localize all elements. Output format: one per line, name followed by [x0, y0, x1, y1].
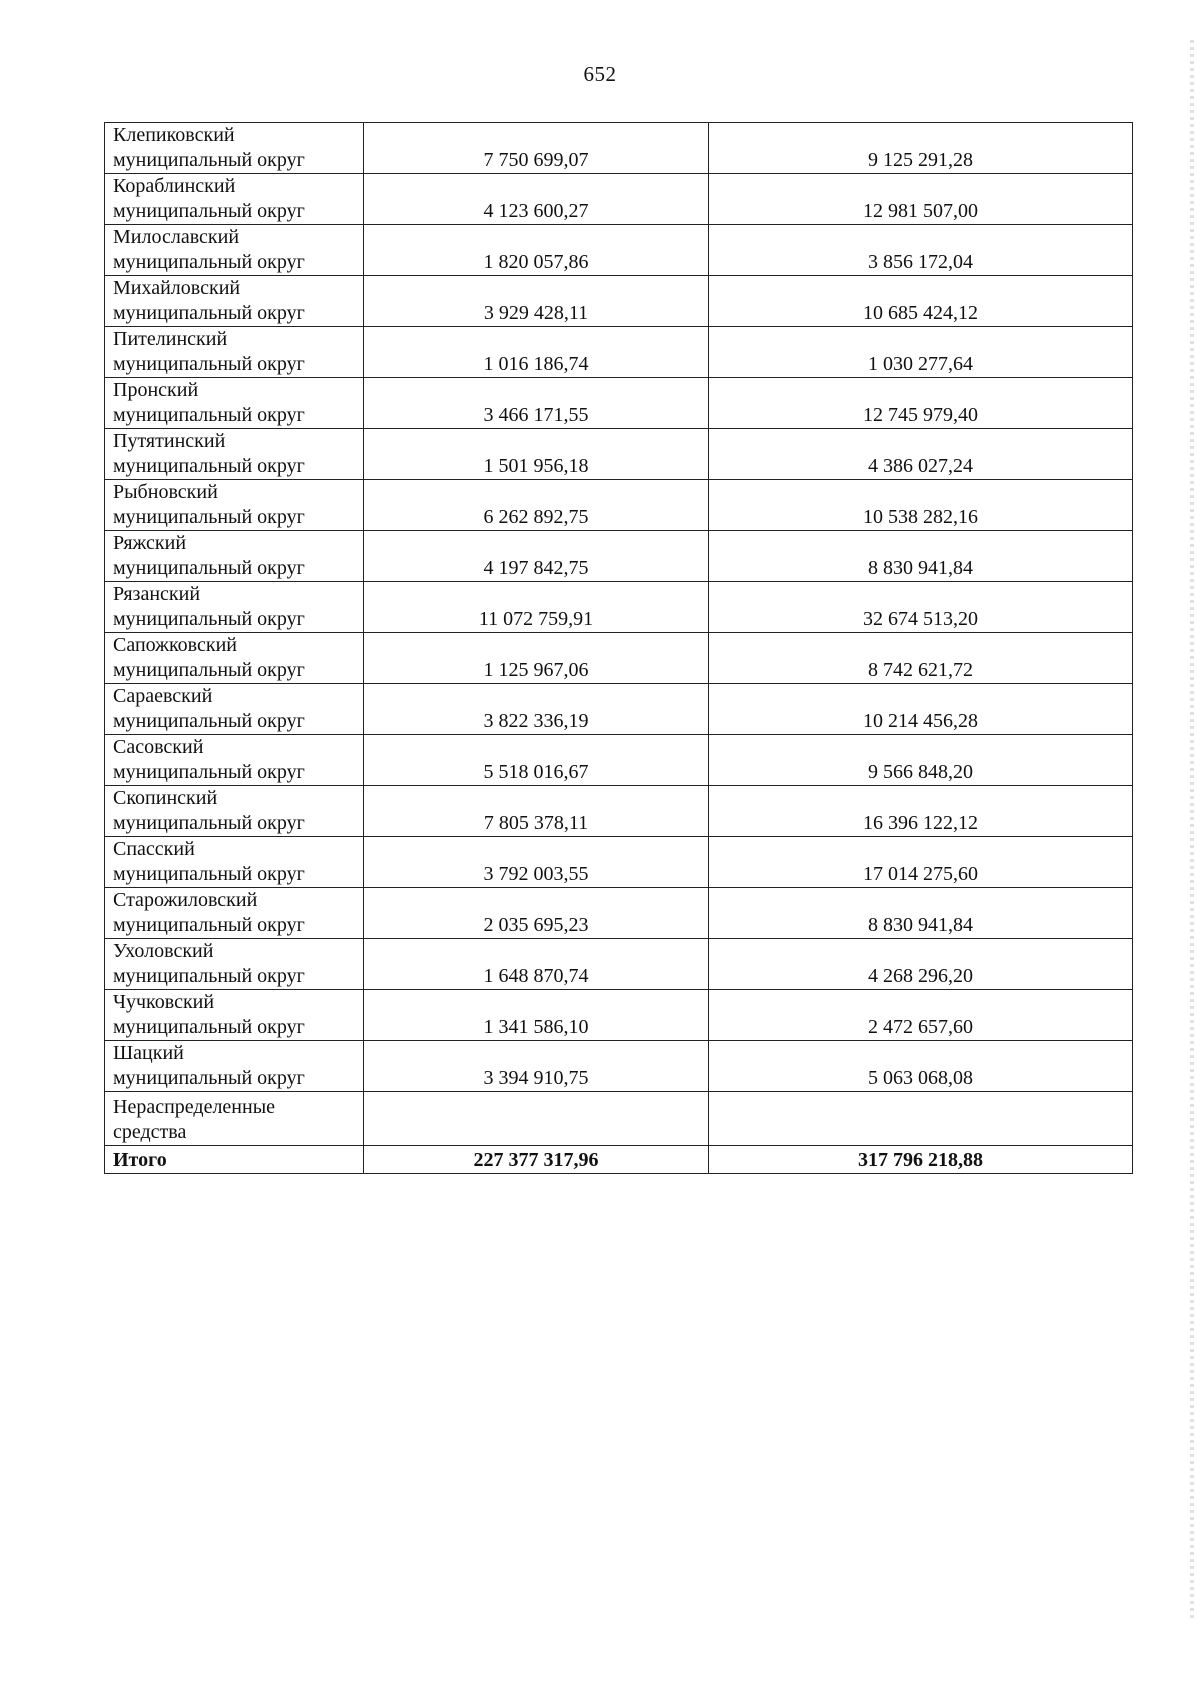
table-row — [105, 123, 1133, 174]
district-unit: муниципальный округ — [113, 710, 305, 732]
table-row — [105, 735, 1133, 786]
table-row — [105, 786, 1133, 837]
district-name: Скопинский — [113, 787, 218, 809]
table-row — [105, 633, 1133, 684]
district-unit: муниципальный округ — [113, 404, 305, 426]
district-unit: муниципальный округ — [113, 914, 305, 936]
table-row — [105, 888, 1133, 939]
district-unit: муниципальный округ — [113, 965, 305, 987]
district-unit: муниципальный округ — [113, 455, 305, 477]
district-name: Сасовский — [113, 736, 204, 758]
table-row — [105, 1041, 1133, 1092]
district-name-cell — [105, 123, 364, 174]
value1-cell: 3 822 336,19 — [364, 684, 709, 735]
district-unit: муниципальный округ — [113, 200, 305, 222]
value2-cell: 32 674 513,20 — [709, 582, 1133, 633]
page-number: 652 — [583, 62, 617, 86]
district-name: Спасский — [113, 838, 195, 860]
value1-cell: 3 929 428,11 — [364, 276, 709, 327]
value1-cell: 3 394 910,75 — [364, 1041, 709, 1092]
district-name-cell — [105, 633, 364, 684]
value1-cell: 4 197 842,75 — [364, 531, 709, 582]
value2-cell: 10 214 456,28 — [709, 684, 1133, 735]
district-name: Михайловский — [113, 277, 241, 299]
district-unit: муниципальный округ — [113, 251, 305, 273]
total-label: Итого — [105, 1146, 364, 1174]
district-name: Сапожковский — [113, 634, 238, 656]
unassigned-value1-cell — [364, 1092, 709, 1146]
district-name-cell — [105, 276, 364, 327]
district-unit: муниципальный округ — [113, 1067, 305, 1089]
table-row — [105, 837, 1133, 888]
table-row — [105, 225, 1133, 276]
value2-cell: 8 830 941,84 — [709, 888, 1133, 939]
district-name-cell — [105, 684, 364, 735]
table-row — [105, 327, 1133, 378]
district-name: Пронский — [113, 379, 199, 401]
value1-cell: 3 792 003,55 — [364, 837, 709, 888]
value1-cell: 1 016 186,74 — [364, 327, 709, 378]
value1-cell: 11 072 759,91 — [364, 582, 709, 633]
table-row — [105, 480, 1133, 531]
value1-cell: 1 648 870,74 — [364, 939, 709, 990]
unassigned-label-line2: средства — [113, 1121, 187, 1143]
district-name-cell — [105, 582, 364, 633]
district-unit: муниципальный округ — [113, 863, 305, 885]
district-name-cell — [105, 480, 364, 531]
district-unit: муниципальный округ — [113, 557, 305, 579]
table-row — [105, 990, 1133, 1041]
district-name: Шацкий — [113, 1042, 184, 1064]
value1-cell: 7 805 378,11 — [364, 786, 709, 837]
value2-cell: 9 125 291,28 — [709, 123, 1133, 174]
value2-cell: 2 472 657,60 — [709, 990, 1133, 1041]
table-row — [105, 174, 1133, 225]
value2-cell: 17 014 275,60 — [709, 837, 1133, 888]
district-name-cell — [105, 225, 364, 276]
total-value2: 317 796 218,88 — [709, 1146, 1133, 1174]
table-row — [105, 939, 1133, 990]
district-name-cell — [105, 1041, 364, 1092]
table-row — [105, 378, 1133, 429]
allocation-table — [104, 122, 1133, 1174]
value2-cell: 8 742 621,72 — [709, 633, 1133, 684]
district-name-cell — [105, 786, 364, 837]
district-name: Рязанский — [113, 583, 201, 605]
district-unit: муниципальный округ — [113, 659, 305, 681]
table-row — [105, 684, 1133, 735]
unassigned-row — [105, 1092, 1133, 1146]
district-name-cell — [105, 939, 364, 990]
total-row — [105, 1146, 1133, 1174]
district-name-cell — [105, 990, 364, 1041]
value2-cell: 12 745 979,40 — [709, 378, 1133, 429]
value2-cell: 9 566 848,20 — [709, 735, 1133, 786]
value2-cell: 4 268 296,20 — [709, 939, 1133, 990]
value2-cell: 8 830 941,84 — [709, 531, 1133, 582]
value2-cell: 10 685 424,12 — [709, 276, 1133, 327]
district-unit: муниципальный округ — [113, 812, 305, 834]
value2-cell: 5 063 068,08 — [709, 1041, 1133, 1092]
district-unit: муниципальный округ — [113, 761, 305, 783]
district-name: Пителинский — [113, 328, 228, 350]
value1-cell: 1 820 057,86 — [364, 225, 709, 276]
district-name: Чучковский — [113, 991, 215, 1013]
district-unit: муниципальный округ — [113, 302, 305, 324]
district-name-cell — [105, 378, 364, 429]
district-name-cell — [105, 429, 364, 480]
value2-cell: 16 396 122,12 — [709, 786, 1133, 837]
value1-cell: 3 466 171,55 — [364, 378, 709, 429]
value1-cell: 7 750 699,07 — [364, 123, 709, 174]
district-name: Клепиковский — [113, 124, 235, 146]
district-name: Ухоловский — [113, 940, 214, 962]
district-name-cell — [105, 837, 364, 888]
district-name: Сараевский — [113, 685, 213, 707]
table-row — [105, 276, 1133, 327]
value2-cell: 10 538 282,16 — [709, 480, 1133, 531]
district-name-cell — [105, 888, 364, 939]
district-unit: муниципальный округ — [113, 608, 305, 630]
value2-cell: 3 856 172,04 — [709, 225, 1133, 276]
table-row — [105, 531, 1133, 582]
value2-cell: 12 981 507,00 — [709, 174, 1133, 225]
district-name-cell — [105, 735, 364, 786]
value1-cell: 1 341 586,10 — [364, 990, 709, 1041]
table-row — [105, 429, 1133, 480]
district-unit: муниципальный округ — [113, 149, 305, 171]
value2-cell: 4 386 027,24 — [709, 429, 1133, 480]
table-body — [105, 123, 1133, 1174]
value1-cell: 2 035 695,23 — [364, 888, 709, 939]
value2-cell: 1 030 277,64 — [709, 327, 1133, 378]
district-name: Милославский — [113, 226, 240, 248]
total-value1: 227 377 317,96 — [364, 1146, 709, 1174]
value1-cell: 1 501 956,18 — [364, 429, 709, 480]
district-name-cell — [105, 174, 364, 225]
district-name: Рыбновский — [113, 481, 218, 503]
district-unit: муниципальный округ — [113, 353, 305, 375]
district-name-cell — [105, 531, 364, 582]
value1-cell: 5 518 016,67 — [364, 735, 709, 786]
district-name: Путятинский — [113, 430, 226, 452]
value1-cell: 4 123 600,27 — [364, 174, 709, 225]
district-unit: муниципальный округ — [113, 1016, 305, 1038]
district-name: Ряжский — [113, 532, 187, 554]
district-unit: муниципальный округ — [113, 506, 305, 528]
value1-cell: 1 125 967,06 — [364, 633, 709, 684]
unassigned-label-line1: Нераспределенные — [113, 1096, 276, 1118]
district-name: Старожиловский — [113, 889, 258, 911]
district-name: Кораблинский — [113, 175, 236, 197]
district-name-cell — [105, 327, 364, 378]
unassigned-label-cell — [105, 1092, 364, 1146]
unassigned-value2-cell — [709, 1092, 1133, 1146]
table-row — [105, 582, 1133, 633]
scan-edge-artifact — [1190, 40, 1194, 1620]
value1-cell: 6 262 892,75 — [364, 480, 709, 531]
